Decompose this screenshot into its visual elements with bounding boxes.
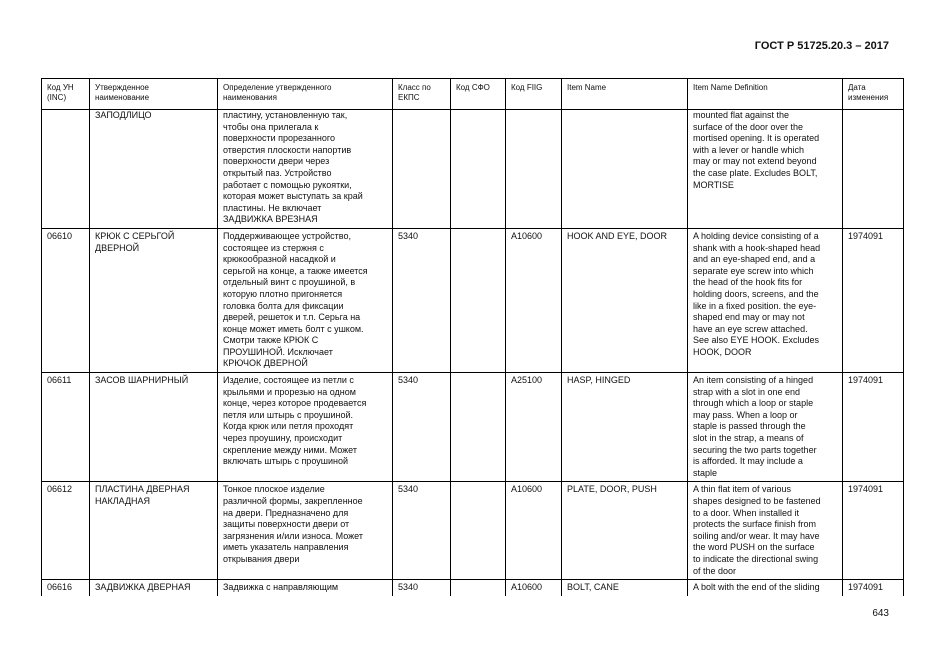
cell-definition: Поддерживающее устройство, состоящее из стержня с крюкообразной насадкой и серьгой на конце, а также имеется отдельный винт с проушиной, в которую плотно пригоняется головка болта для фиксации дверей, решеток и т.п. Серьга на конце может иметь болт с ушком. Смотри также КРЮК С ПРОУШИНОЙ. Исключает КРЮЧОК ДВЕРНОЙ [218,228,393,372]
cell-name: ЗАПОДЛИЦО [90,110,218,229]
cell-item-name: PLATE, DOOR, PUSH [562,482,688,580]
cell-sfo [451,228,506,372]
col-header-name: Утвержденное наименование [90,79,218,110]
cell-ekps: 5340 [393,482,451,580]
col-header-item-name: Item Name [562,79,688,110]
table-row [42,110,904,229]
cell-ekps: 5340 [393,228,451,372]
cell-fiig: A10600 [506,228,562,372]
col-header-inc: Код УН (INC) [42,79,90,110]
cell-item-def: An item consisting of a hinged strap with a slot in one end through which a loop or staple may pass. When a loop or staple is passed through the slot in the strap, a means of securing the two parts together is afforded. It may include a staple [688,373,843,482]
cell-definition: Изделие, состоящее из петли с крыльями и прорезью на одном конце, через которое продевается петля или штырь с проушиной. Когда крюк или петля проходят через проушину, происходит скрепление между ними. Может включать штырь с проушиной [218,373,393,482]
items-table [41,78,904,596]
cell-item-name: HOOK AND EYE, DOOR [562,228,688,372]
cell-name: ЗАДВИЖКА ДВЕРНАЯ [90,580,218,596]
cell-item-def: A thin flat item of various shapes designed to be fastened to a door. When installed it protects the surface finish from soiling and/or wear. It may have the word PUSH on the surface to indicate the directional swing of the door [688,482,843,580]
cell-fiig: A25100 [506,373,562,482]
cell-sfo [451,482,506,580]
table-row [42,580,904,596]
cell-item-name: BOLT, CANE [562,580,688,596]
cell-definition: Задвижка с направляющим [218,580,393,596]
col-header-sfo: Код СФО [451,79,506,110]
cell-name: ПЛАСТИНА ДВЕРНАЯ НАКЛАДНАЯ [90,482,218,580]
cell-item-name: HASP, HINGED [562,373,688,482]
cell-fiig [506,110,562,229]
cell-inc: 06616 [42,580,90,596]
col-header-ekps: Класс по ЕКПС [393,79,451,110]
cell-ekps: 5340 [393,373,451,482]
cell-ekps: 5340 [393,580,451,596]
cell-sfo [451,373,506,482]
cell-item-name [562,110,688,229]
cell-item-def: A bolt with the end of the sliding [688,580,843,596]
cell-name: КРЮК С СЕРЬГОЙ ДВЕРНОЙ [90,228,218,372]
cell-ekps [393,110,451,229]
cell-date: 1974091 [843,580,904,596]
cell-name: ЗАСОВ ШАРНИРНЫЙ [90,373,218,482]
header-row [42,79,904,110]
cell-item-def: mounted flat against the surface of the door over the mortised opening. It is operated with a lever or handle which may or may not extend beyond the case plate. Excludes BOLT, MORTISE [688,110,843,229]
page-number: 643 [872,608,889,619]
cell-inc: 06611 [42,373,90,482]
cell-definition: пластину, установленную так, чтобы она прилегала к поверхности прорезанного отверстия плоскости напортив поверхности двери через открытый паз. Устройство работает с помощью рукоятки, которая может выступать за край пластины. Не включает ЗАДВИЖКА ВРЕЗНАЯ [218,110,393,229]
cell-sfo [451,110,506,229]
document-title: ГОСТ Р 51725.20.3 – 2017 [754,40,889,52]
cell-item-def: A holding device consisting of a shank with a hook-shaped head and an eye-shaped end, and a separate eye screw into which the head of the hook fits for holding doors, screens, and the like in a fixed position. the eye- shaped end may or may not have an eye screw attached. See also EYE HOOK. Excludes HOOK, DOOR [688,228,843,372]
col-header-fiig: Код FIIG [506,79,562,110]
col-header-definition: Определение утвержденного наименования [218,79,393,110]
table-row [42,482,904,580]
cell-date: 1974091 [843,228,904,372]
col-header-date: Дата изменения [843,79,904,110]
cell-sfo [451,580,506,596]
cell-date: 1974091 [843,482,904,580]
cell-date [843,110,904,229]
table-row [42,373,904,482]
cell-definition: Тонкое плоское изделие различной формы, закрепленное на двери. Предназначено для защиты поверхности двери от загрязнения и/или износа. Может иметь указатель направления открывания двери [218,482,393,580]
cell-fiig: A10600 [506,580,562,596]
cell-inc: 06612 [42,482,90,580]
table-row [42,228,904,372]
cell-fiig: A10600 [506,482,562,580]
cell-date: 1974091 [843,373,904,482]
cell-inc [42,110,90,229]
col-header-item-def: Item Name Definition [688,79,843,110]
cell-inc: 06610 [42,228,90,372]
